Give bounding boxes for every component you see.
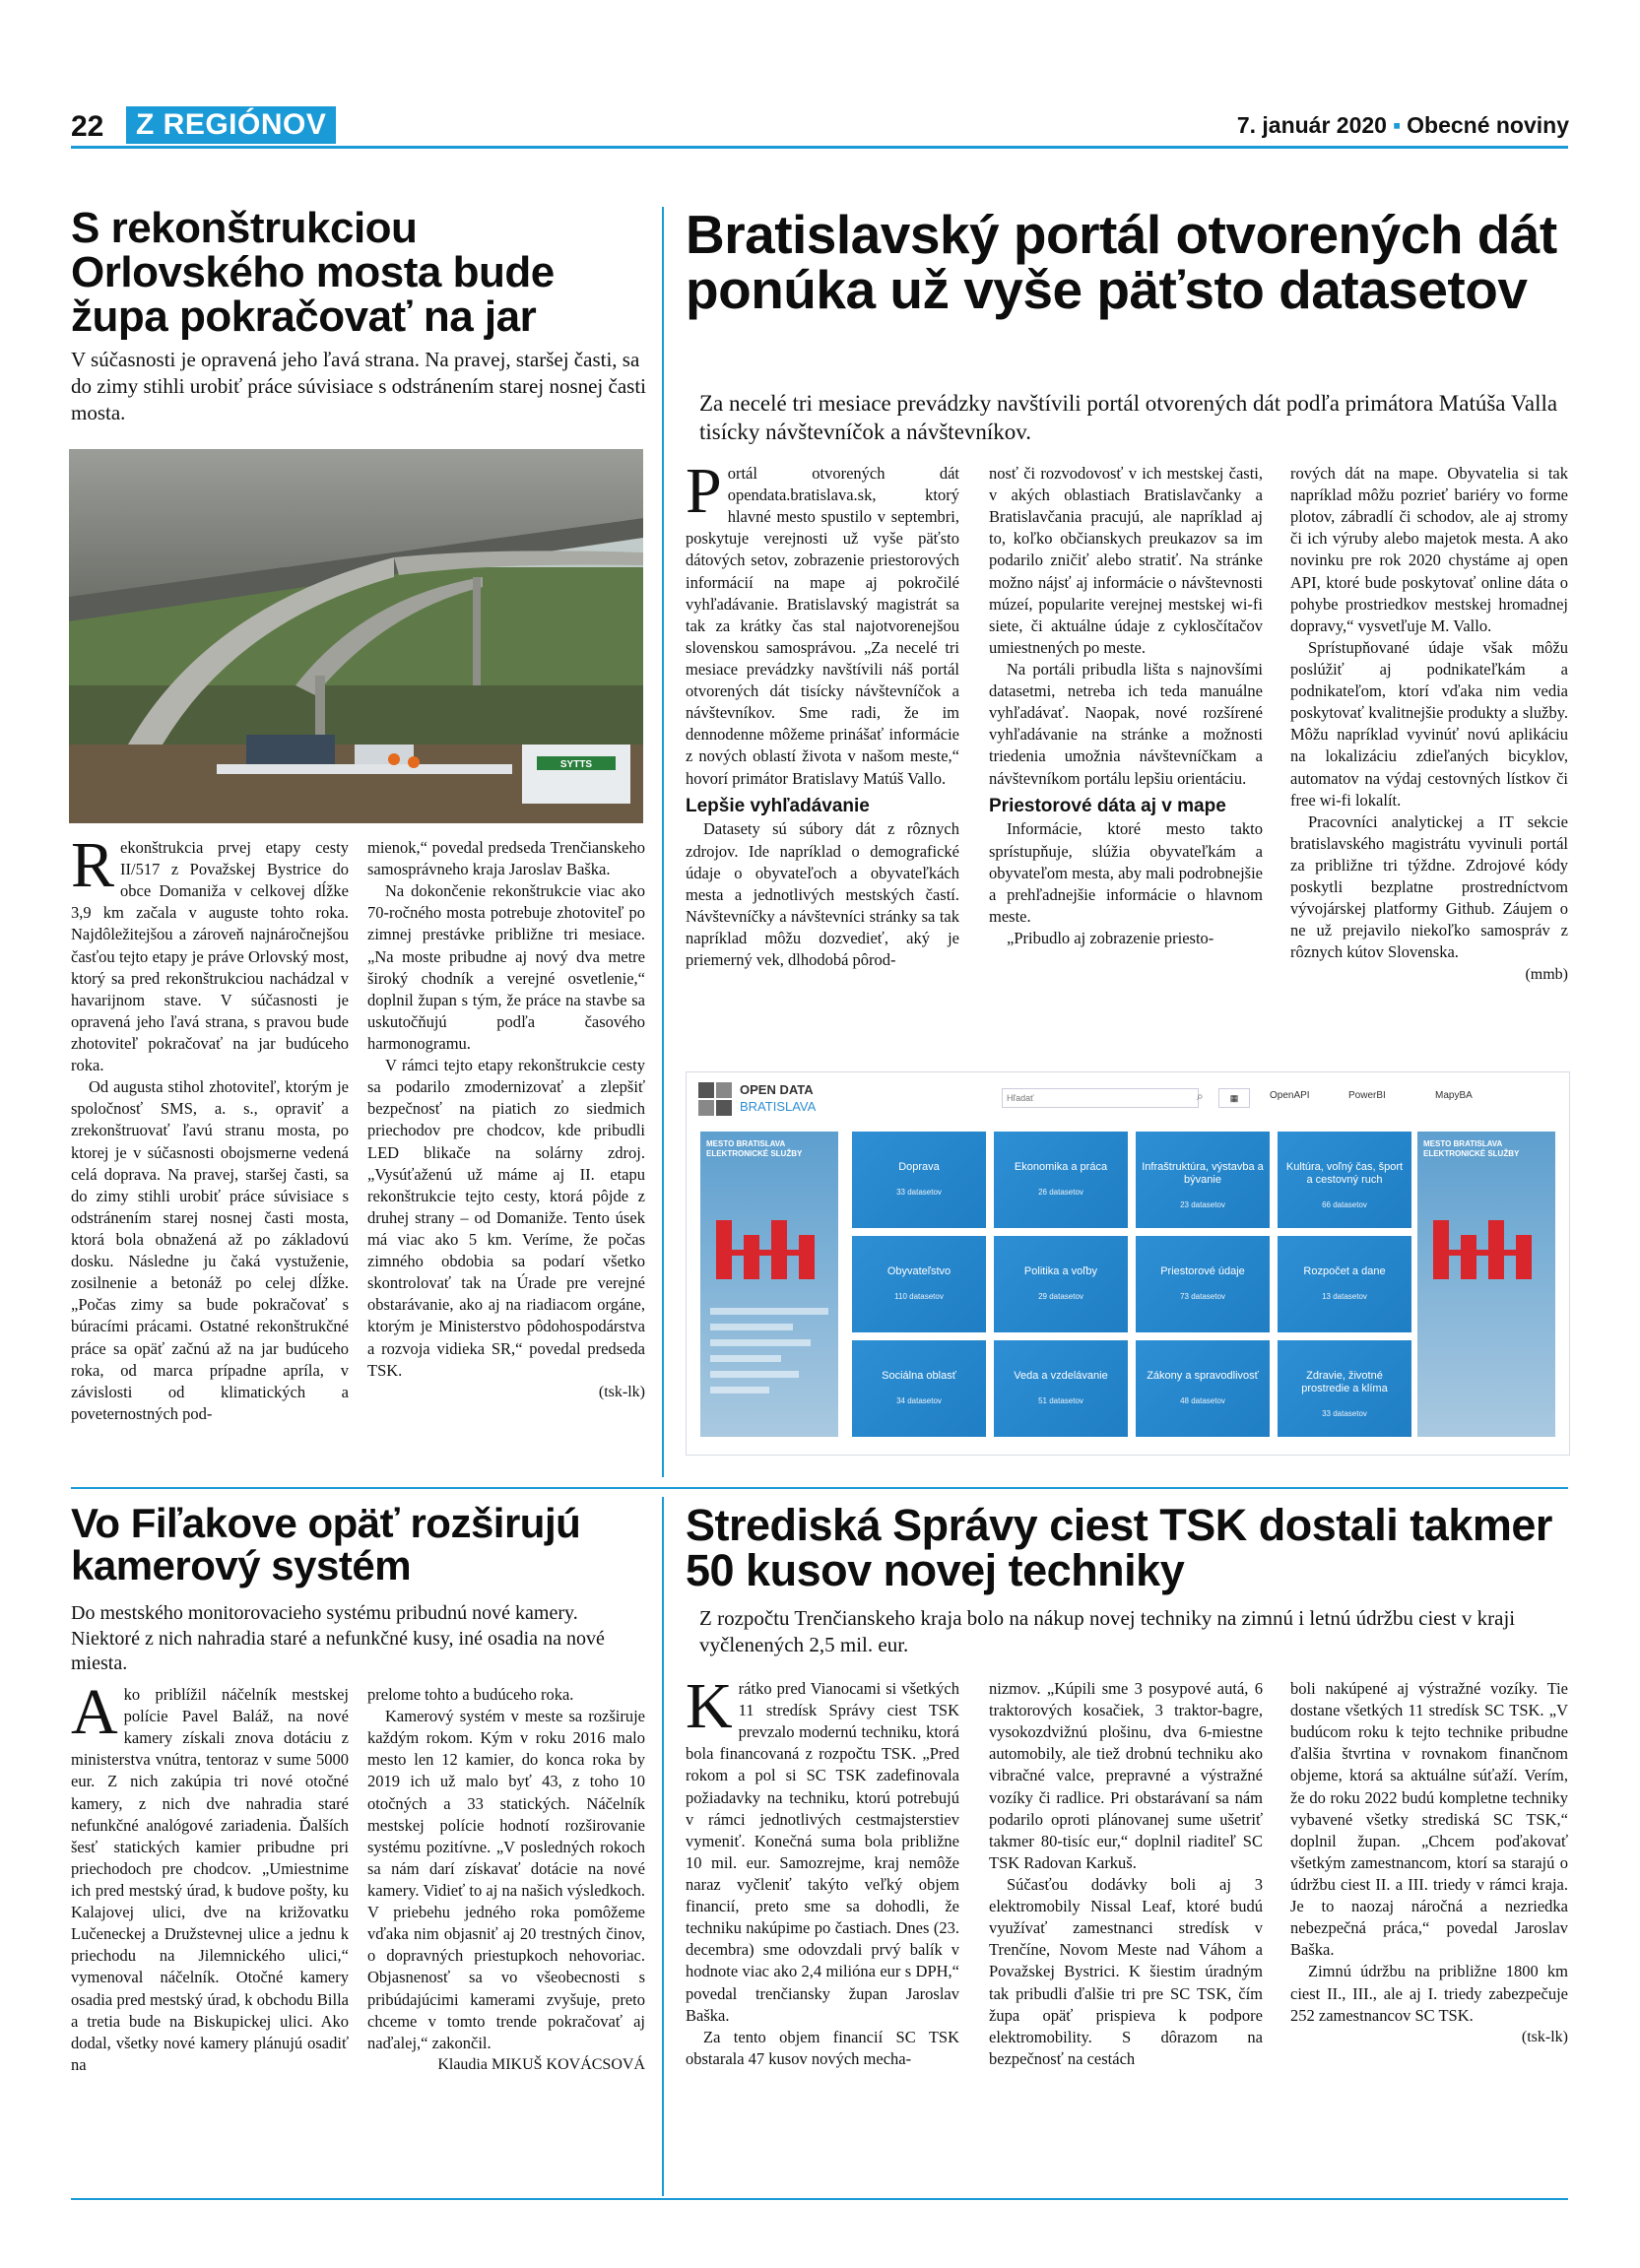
category-tile-title: Priestorové údaje	[1160, 1265, 1245, 1277]
article3-text: Kamerový systém v meste sa rozširuje každým rokom. Kým v roku 2016 malo mesto len 12 kamier, do konca roka by 2019 ich už malo byť 43, z toho 10 otočných a 33 statických. Náčelník mestskej polície hodnotí rozširovanie systému pozitívne. „V posledných rokoch sa nám darí získavať dotácie na nové kamery. Vidieť to aj na našich výsledkoch. V priebehu jedného roka pomôžeme vďaka nim objasniť aj 20 trestných činov, o dopravných priestupkoch nehovoriac. Objasnenosť sa vo všeobecnosti s pribúdajúcimi kamerami zvyšuje, preto chceme v tomto trende pokračovať aj naďalej,“ zakončil.	[367, 1707, 645, 2052]
article4-signature: (tsk-lk)	[1521, 2028, 1568, 2045]
category-tile-count: 48 datasetov	[1180, 1396, 1225, 1406]
article1-column-2	[367, 837, 645, 1402]
article4-column-2	[989, 1678, 1263, 2070]
category-tile-count: 110 datasetov	[894, 1292, 944, 1302]
article4-headline: Strediská Správy ciest TSK dostali takmer 50 kusov novej techniky	[686, 1500, 1552, 1595]
article3-dropcap: A	[71, 1676, 118, 1748]
category-tile[interactable]	[1278, 1340, 1411, 1437]
article2-text: ortál otvorených dát opendata.bratislava.sk, ktorý hlavné mesto spustilo v septembri, poskytuje verejnosti už vyše päťsto dátových setov, zobrazenie priestorových informácií na mape aj pokročilé vyhľadávanie. Bratislavský magistrát sa tak za krátky čas stal najotvorenejšou slovenskou samosprávou. „Za necelé tri mesiace prevádzky navštívili náš portál otvorených dát tisícky návštevníčok a návštevníkov. Sme radi, že im dennodenne môžeme prinášať informácie z nových oblastí života v našom meste,“ hovorí primátor Bratislavy Matúš Vallo.	[686, 464, 959, 788]
article2-column-1	[686, 455, 959, 971]
footer-rule	[71, 2198, 1568, 2200]
category-tile-count: 13 datasetov	[1322, 1292, 1367, 1302]
category-tile-count: 66 datasetov	[1322, 1200, 1367, 1210]
portal-side-banner-left	[700, 1132, 838, 1437]
bridge-illustration	[69, 449, 643, 823]
portal-search-input[interactable]	[1002, 1088, 1199, 1108]
header-rule	[71, 146, 1568, 149]
category-tile[interactable]	[852, 1132, 986, 1228]
opendata-portal-screenshot	[686, 1071, 1570, 1456]
opendata-logo-line2: BRATISLAVA	[740, 1099, 817, 1114]
row-divider	[71, 1487, 1568, 1489]
article4-text: Súčasťou dodávky boli aj 3 elektromobily Nissal Leaf, ktoré budú využívať zamestnanci stredísk v Trenčíne, Novom Meste nad Váhom a Považskej Bystrici. K šiestim úradným tak pribudli ďalšie tri pre SC TSK, čím župa opäť prispieva k podpore elektromobility. S dôrazom na bezpečnosť na cestách	[989, 1874, 1263, 2068]
column-divider-bottom	[662, 1497, 664, 2196]
article4-lead: Z rozpočtu Trenčianskeho kraja bolo na nákup novej techniky na zimnú i letnú údržbu ciest v kraji vyčlenených 2,5 mil. eur.	[699, 1606, 1516, 1656]
portal-side-banner-right	[1417, 1132, 1555, 1437]
category-tile[interactable]	[852, 1340, 986, 1437]
category-tile-title: Rozpočet a dane	[1303, 1265, 1386, 1277]
article1-text: mienok,“ povedal predseda Trenčianskeho samosprávneho kraja Jaroslav Baška.	[367, 838, 645, 879]
column-divider-top	[662, 207, 664, 1477]
article3-signature: Klaudia MIKUŠ KOVÁCSOVÁ	[437, 2055, 645, 2073]
article1-text: Od augusta stihol zhotoviteľ, ktorým je spoločnosť SMS, a. s., opraviť a zrekonštruovať ľavú stranu mosta, po ktorej je v súčasnosti obojsmerne vedená celá doprava. Na pravej, staršej časti, sa do zimy stihli urobiť práce súvisiace s odstránením starej nosnej časti mosta, ktorá bola obnažená až po základovú dosku. Následne ju čaká vystuženie, zosilnenie a betonáž po celej dĺžke. „Počas zimy sa bude pokračovať s búracími prácami. Ostatné rekonštrukčné práce sa opäť začnú až na jar budúceho roka, od marca prípadne apríla, v závislosti od klimatických a poveternostných pod-	[71, 1077, 349, 1423]
header-dateline	[1237, 112, 1569, 139]
partner-powerbi[interactable]: PowerBI	[1348, 1090, 1386, 1101]
article4-text: boli nakúpené aj výstražné vozíky. Tie dostane všetkých 11 stredísk SC TSK. „V budúcom roku k tejto technike pribudne ďalšia štvrtina v rovnakom finančnom objeme, ktorá sa aktuálne súťaží. Verím, že do roku 2022 budú kompletne techniky vybavené všetky strediská SC TSK,“ doplnil župan. „Chcem poďakovať všetkým zamestnancom, ktorí sa starajú o údržbu ciest II. a III. triedy v rámci kraja. Je to naozaj náročná a nezriedka nebezpečná práca,“ povedal Jaroslav Baška.	[1290, 1679, 1568, 1960]
category-tile[interactable]	[1136, 1340, 1270, 1437]
article2-column-2	[989, 463, 1263, 949]
article2-column-3	[1290, 463, 1568, 985]
category-tile-title: Zákony a spravodlivosť	[1147, 1370, 1259, 1382]
side-title-line1: MESTO BRATISLAVA	[1423, 1139, 1503, 1148]
category-tile-count: 23 datasetov	[1180, 1200, 1225, 1210]
category-tile-count: 26 datasetov	[1038, 1188, 1083, 1198]
article4-text: rátko pred Vianocami si všetkých 11 stredísk Správy ciest TSK prevzalo modernú techniku, ktorá bola financovaná z rozpočtu TSK. „Pred rokom a pol si SC TSK zadefinovala požiadavky na techniku, ktorú potrebujú v rámci jednotlivých cestmajsterstiev vymeniť. Konečná suma bola približne 10 mil. eur. Samozrejme, kraj nemôže naraz vyčleniť takýto veľký objem financií, preto sme sa dohodli, že techniku nakúpime po častiach. Dnes (23. decembra) sme odovzdali prvý balík v hodnote viac ako 2,4 milióna eur s DPH,“ povedal trenčiansky župan Jaroslav Baška.	[686, 1679, 959, 2025]
site-sign-text: SYTTS	[559, 759, 593, 770]
article4-text: nizmov. „Kúpili sme 3 posypové autá, 6 traktorových kosačiek, 3 traktor-bagre, vysokozdvižnú plošinu, dva 6-miestne automobily, ale tiež drobnú techniku ako vibračné valce, prepravné a výstražné vozíky či radlice. Pri obstarávaní sa nám podarilo oproti plánovanej sume ušetriť takmer 80-tisíc eur,“ doplnil riaditeľ SC TSK Radovan Karkuš.	[989, 1679, 1263, 1872]
article3-column-2	[367, 1684, 645, 2075]
category-tile-title: Zdravie, životné prostredie a klíma	[1301, 1370, 1388, 1395]
opendata-logo-icon	[698, 1082, 732, 1116]
category-tile[interactable]	[994, 1236, 1128, 1332]
article4-column-3	[1290, 1678, 1568, 2047]
publication-name: Obecné noviny	[1407, 112, 1569, 138]
category-tile-title: Infraštruktúra, výstavba a bývanie	[1142, 1161, 1264, 1187]
article2-lead: Za necelé tri mesiace prevádzky navštívili portál otvorených dát podľa primátora Matúša Valla tisícky návštevníčok a návštevníkov.	[699, 391, 1558, 445]
article3-headline: Vo Fiľakove opäť rozširujú kamerový systém	[71, 1500, 581, 1588]
category-tile-grid	[852, 1132, 1410, 1437]
category-tile-count: 33 datasetov	[1322, 1409, 1367, 1419]
side-menu-list	[710, 1308, 828, 1393]
partner-mapyba[interactable]: MapyBA	[1435, 1090, 1473, 1101]
article1-signature: (tsk-lk)	[598, 1383, 645, 1400]
bratislava-emblem-icon	[700, 1210, 838, 1289]
article4-column-1	[686, 1670, 959, 2070]
article1-text: V rámci tejto etapy rekonštrukcie cesty sa podarilo zmodernizovať a zlepšiť bezpečnosť na piatich zo siedmich priechodov pre chodcov, kde pribudli LED blikače na solárny zdroj. „Vysúťaženú už máme aj II. etapu rekonštrukcie tejto cesty, ktorá pôjde z druhej strany – od Domaniže. Tento úsek má viac ako 5 km. Veríme, že počas zimného obdobia sa podarí všetko skontrolovať tak na Úrade pre verejné obstarávanie, ako aj na riadiacom orgáne, ktorým je Ministerstvo pôdohospodárstva a rozvoja vidieka SR,“ povedal predseda TSK.	[367, 1056, 645, 1380]
article1-headline: S rekonštrukciou Orlovského mosta bude župa pokračovať na jar	[71, 204, 555, 341]
article1-text: ekonštrukcia prvej etapy cesty II/517 z Považskej Bystrice do obce Domaniža v celkovej dĺžke 3,9 km začala v auguste tohto roka. Najdôležitejšou a zároveň najnáročnejšou časťou tejto etapy je práve Orlovský most, ktorý sa pred rekonštrukciou nachádzal v havarijnom stave. V súčasnosti je opravená jeho ľavá strana, s pravou bude zhotoviteľ pokračovať na jar budúceho roka.	[71, 838, 349, 1075]
article1-column-1	[71, 829, 349, 1425]
article3-text: prelome tohto a budúceho roka.	[367, 1685, 574, 1704]
search-icon[interactable]: ⌕	[1197, 1089, 1204, 1103]
category-tile-count: 29 datasetov	[1038, 1292, 1083, 1302]
category-tile-title: Veda a vzdelávanie	[1014, 1370, 1108, 1382]
category-tile-count: 33 datasetov	[896, 1188, 942, 1198]
bridge-photo	[69, 449, 643, 823]
article3-column-1	[71, 1676, 349, 2076]
article4-text: Zimnú údržbu na približne 1800 km ciest II., III., ale aj I. triedy zabezpečuje 252 zamestnancov SC TSK.	[1290, 1962, 1568, 2025]
grid-view-icon[interactable]: ▦	[1218, 1088, 1250, 1108]
partner-openapi[interactable]: OpenAPI	[1270, 1090, 1310, 1101]
separator-dot: ▪	[1392, 112, 1402, 138]
article2-text: Informácie, ktoré mesto takto sprístupňuje, slúžia obyvateľkám a obyvateľom mesta, aby mali podrobnejšie a prehľadnejšie informácie o hlavnom meste.	[989, 819, 1263, 926]
category-tile-count: 73 datasetov	[1180, 1292, 1225, 1302]
side-title-line2: ELEKTRONICKÉ SLUŽBY	[706, 1149, 803, 1158]
article2-text: Sprístupňované údaje však môžu poslúžiť aj podnikateľkám a podnikateľom, ktorí vďaka nim vedia poskytovať kvalitnejšie produkty a služby. Môžu napríklad vyvinúť novú aplikáciu na lokalizáciu zdieľaných bicyklov, automatov na výdaj cestovných lístkov či free wi-fi lokalít.	[1290, 637, 1568, 810]
category-tile-title: Ekonomika a práca	[1014, 1161, 1108, 1173]
category-tile-count: 34 datasetov	[896, 1396, 942, 1406]
article2-signature: (mmb)	[1525, 965, 1568, 983]
article2-subhead-spatial: Priestorové dáta aj v mape	[989, 795, 1226, 816]
category-tile[interactable]	[994, 1340, 1128, 1437]
category-tile[interactable]	[1136, 1236, 1270, 1332]
category-tile[interactable]	[852, 1236, 986, 1332]
category-tile-title: Kultúra, voľný čas, šport a cestovný ruch	[1285, 1161, 1404, 1187]
category-tile-title: Politika a voľby	[1023, 1265, 1098, 1277]
issue-date: 7. január 2020	[1236, 112, 1387, 138]
category-tile[interactable]	[1278, 1236, 1411, 1332]
opendata-logo-line1: OPEN DATA	[740, 1082, 814, 1097]
article2-text: Pracovníci analytickej a IT sekcie bratislavského magistrátu vyvinuli portál za približne tri týždne. Zdrojové kódy poskytli bezplatne prostredníctvom vývojárskej platformy Github. Záujem o ne už prejavilo niekoľko samospráv z rôznych kútov Slovenska.	[1290, 811, 1568, 962]
article2-text: Datasety sú súbory dát z rôznych zdrojov. Ide napríklad o demografické údaje o obyvateľoch a obyvateľkách mesta a jednotlivých mestských častí. Návštevníčky a návštevníci stránky sa tak napríklad môžu dozvedieť, aký je priemerný vek, dlhodobá pôrod-	[686, 819, 959, 970]
category-tile-title: Doprava	[898, 1161, 940, 1173]
category-tile-count: 51 datasetov	[1038, 1396, 1083, 1406]
article2-headline: Bratislavský portál otvorených dát ponúka už vyše päťsto datasetov	[686, 204, 1557, 321]
article2-text: nosť či rozvodovosť v ich mestskej časti, v akých oblastiach Bratislavčanky a Bratislavčania pracujú, ale napríklad aj to, koľko občianskych preukazov sa im podarilo zničiť alebo stratiť. Na stránke možno nájsť aj informácie o návštevnosti múzeí, popularite verejnej mestskej wi-fi siete, či aktuálne údaje z cyklosčítačov umiestnených po meste.	[989, 464, 1263, 657]
article2-text: rových dát na mape. Obyvatelia si tak napríklad môžu pozrieť bariéry vo forme plotov, zábradlí či schodov, ale aj stromy či ich výruby alebo majetok mesta. A ako novinku pre rok 2020 chystáme aj open API, ktoré bude poskytovať online dáta o pohybe prostriedkov mestskej hromadnej dopravy,“ vysvetľuje M. Vallo.	[1290, 464, 1568, 635]
bratislava-emblem-icon	[1417, 1210, 1555, 1289]
article1-dropcap: R	[71, 829, 115, 901]
category-tile[interactable]	[994, 1132, 1128, 1228]
side-title-line2: ELEKTRONICKÉ SLUŽBY	[1423, 1149, 1520, 1158]
article3-text: ko priblížil náčelník mestskej polície Pavel Baláž, na nové kamery získali znova dotáciu z ministerstva vnútra, tentoraz v sume 5000 eur. Z nich zakúpia tri nové otočné kamery, z nich dve nahradia staré nefunkčné analógové zariadenia. Ďalších šesť statických kamier pribudne pri priechodoch pre chodcov. „Umiestnime ich pred mestský úrad, k budove pošty, ku Kalajovej ulici, dve na križovatku Lučeneckej a Družstevnej ulice a jednu k priechodu na Jilemnického ulici,“ vymenoval náčelník. Otočné kamery osadia pred mestský úrad, k obchodu Billa a tretia bude na Biskupickej ulici. Ako dodal, všetky nové kamery plánujú osadiť na	[71, 1685, 349, 2074]
article1-lead: V súčasnosti je opravená jeho ľavá strana. Na pravej, staršej časti, sa do zimy stihli urobiť práce súvisiace s odstránením starej nosnej časti mosta.	[71, 348, 647, 424]
category-tile[interactable]	[1278, 1132, 1411, 1228]
side-title-line1: MESTO BRATISLAVA	[706, 1139, 786, 1148]
article2-subhead-search: Lepšie vyhľadávanie	[686, 795, 870, 816]
article4-dropcap: K	[686, 1670, 733, 1742]
article2-text: „Pribudlo aj zobrazenie priesto-	[1007, 929, 1214, 948]
page-number: 22	[71, 110, 104, 143]
article4-text: Za tento objem financií SC TSK obstarala 47 kusov nových mecha-	[686, 2027, 959, 2068]
category-tile[interactable]	[1136, 1132, 1270, 1228]
article2-text: Na portáli pribudla lišta s najnovšími datasetmi, netreba ich teda manuálne vyhľadávať. Naopak, nové rozšírené vyhľadávanie na stránke a možnosti triedenia umožnia návštevníčkam a návštevníkom portálu lepšiu orientáciu.	[989, 659, 1263, 788]
category-tile-title: Obyvateľstvo	[886, 1265, 951, 1277]
category-tile-title: Sociálna oblasť	[882, 1370, 956, 1382]
article2-dropcap: P	[686, 455, 722, 527]
article1-text: Na dokončenie rekonštrukcie viac ako 70-ročného mosta potrebuje zhotoviteľ po zimnej prestávke približne tri mesiace. „Na moste pribudne aj nový dva metre široký chodník a verejné osvetlenie,“ doplnil župan s tým, že práce na stavbe sa uskutočňujú podľa časového harmonogramu.	[367, 881, 645, 1053]
section-tag: Z REGIÓNOV	[126, 106, 336, 144]
article3-lead: Do mestského monitorovacieho systému pribudnú nové kamery. Niektoré z nich nahradia staré a nefunkčné kusy, iné osadia na nové miesta.	[71, 1602, 605, 1675]
